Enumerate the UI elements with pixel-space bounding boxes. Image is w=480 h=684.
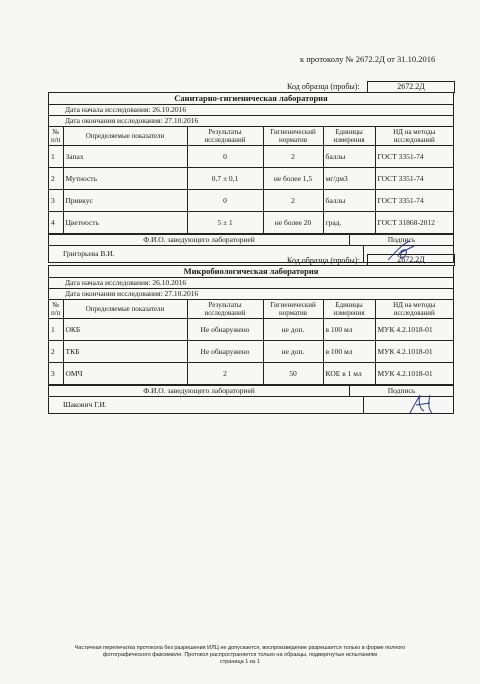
row-method: МУК 4.2.1018-01: [375, 363, 453, 385]
row-norm: 2: [263, 190, 323, 212]
lab-title: Микробиологическая лаборатория: [49, 266, 453, 278]
row-num: 3: [49, 190, 63, 212]
col-num: № п/п: [49, 300, 63, 319]
results-table: [49, 300, 453, 385]
sample-code-value: 2672.2Д: [367, 254, 455, 266]
row-param: ОКБ: [63, 319, 187, 341]
table-row: [49, 168, 453, 190]
protocol-reference: к протоколу № 2672.2Д от 31.10.2016: [300, 54, 436, 64]
row-result: 0: [187, 190, 263, 212]
row-method: МУК 4.2.1018-01: [375, 341, 453, 363]
col-result: Результаты исследований: [187, 127, 263, 146]
head-name: Шакович Г.И.: [49, 397, 364, 413]
start-date: Дата начала исследования: 26.10.2016: [49, 105, 453, 116]
col-method: НД на методы исследований: [375, 127, 453, 146]
table-row: [49, 319, 453, 341]
col-param: Определяемые показатели: [63, 127, 187, 146]
head-label: Ф.И.О. заведующего лабораторией: [49, 386, 350, 396]
sanitary-lab-block: [48, 92, 454, 263]
row-norm: 50: [263, 363, 323, 385]
results-table: [49, 127, 453, 234]
col-num: № п/п: [49, 127, 63, 146]
row-method: ГОСТ 31868-2012: [375, 212, 453, 234]
row-result: 0: [187, 146, 263, 168]
row-param: ОМЧ: [63, 363, 187, 385]
lab-title: Санитарно-гигиеническая лаборатория: [49, 93, 453, 105]
col-result: Результаты исследований: [187, 300, 263, 319]
row-result: 2: [187, 363, 263, 385]
table-row: [49, 146, 453, 168]
row-method: ГОСТ 3351-74: [375, 168, 453, 190]
row-method: ГОСТ 3351-74: [375, 190, 453, 212]
row-result: 5 ± 1: [187, 212, 263, 234]
row-num: 1: [49, 146, 63, 168]
row-unit: баллы: [323, 190, 375, 212]
sample-code-value: 2672.2Д: [367, 81, 455, 93]
microbiology-lab-block: [48, 265, 454, 414]
row-num: 2: [49, 341, 63, 363]
row-unit: мг/дм3: [323, 168, 375, 190]
footer-line-2: фотографического факсимиле. Протокол распространяется только на образцы, подвергнутые испытаниям: [102, 652, 378, 658]
table-row: [49, 363, 453, 385]
row-num: 3: [49, 363, 63, 385]
row-unit: в 100 мл: [323, 319, 375, 341]
sample-code-row-1: [287, 82, 360, 91]
row-param: Мутность: [63, 168, 187, 190]
row-norm: не более 20: [263, 212, 323, 234]
row-unit: КОЕ в 1 мл: [323, 363, 375, 385]
row-param: Запах: [63, 146, 187, 168]
row-param: Привкус: [63, 190, 187, 212]
col-method: НД на методы исследований: [375, 300, 453, 319]
head-label: Ф.И.О. заведующего лабораторией: [49, 235, 350, 245]
table-header: [49, 127, 453, 146]
row-unit: град.: [323, 212, 375, 234]
row-result: 0,7 ± 0,1: [187, 168, 263, 190]
sample-code-label: Код образца (пробы):: [287, 82, 360, 91]
signature-row: [49, 396, 453, 413]
sample-code-label: Код образца (пробы):: [287, 256, 360, 265]
footer-line-1: Частичная перепечатка протокола без разрешения ИЛЦ не допускается, воспроизведение разрешается только в форме полного: [74, 645, 406, 651]
signature-label: Подпись: [387, 235, 416, 244]
col-unit: Единицы измерения: [323, 300, 375, 319]
row-result: Не обнаружено: [187, 319, 263, 341]
row-method: МУК 4.2.1018-01: [375, 319, 453, 341]
end-date: Дата окончания исследования: 27.10.2016: [49, 116, 453, 127]
head-name: Григорьева В.И.: [49, 246, 364, 262]
row-num: 1: [49, 319, 63, 341]
row-result: Не обнаружено: [187, 341, 263, 363]
col-norm: Гигиенический норматив: [263, 300, 323, 319]
col-norm: Гигиенический норматив: [263, 127, 323, 146]
row-param: Цветность: [63, 212, 187, 234]
end-date: Дата окончания исследования: 27.10.2016: [49, 289, 453, 300]
handwritten-signature-2: [404, 391, 444, 417]
row-unit: баллы: [323, 146, 375, 168]
table-row: [49, 212, 453, 234]
row-norm: 2: [263, 146, 323, 168]
signature-cell: [364, 397, 453, 413]
page-footer: [40, 645, 440, 666]
table-row: [49, 341, 453, 363]
row-unit: в 100 мл: [323, 341, 375, 363]
row-num: 2: [49, 168, 63, 190]
footer-page-number: страница 1 из 1: [219, 659, 260, 665]
start-date: Дата начала исследования: 26.10.2016: [49, 278, 453, 289]
row-num: 4: [49, 212, 63, 234]
col-unit: Единицы измерения: [323, 127, 375, 146]
signature-header: [49, 385, 453, 396]
row-norm: не доп.: [263, 341, 323, 363]
table-header: [49, 300, 453, 319]
sample-code-row-2: [287, 256, 360, 265]
table-row: [49, 190, 453, 212]
row-norm: не более 1,5: [263, 168, 323, 190]
signature-label: Подпись: [387, 386, 416, 395]
row-method: ГОСТ 3351-74: [375, 146, 453, 168]
col-param: Определяемые показатели: [63, 300, 187, 319]
row-param: ТКБ: [63, 341, 187, 363]
row-norm: не доп.: [263, 319, 323, 341]
